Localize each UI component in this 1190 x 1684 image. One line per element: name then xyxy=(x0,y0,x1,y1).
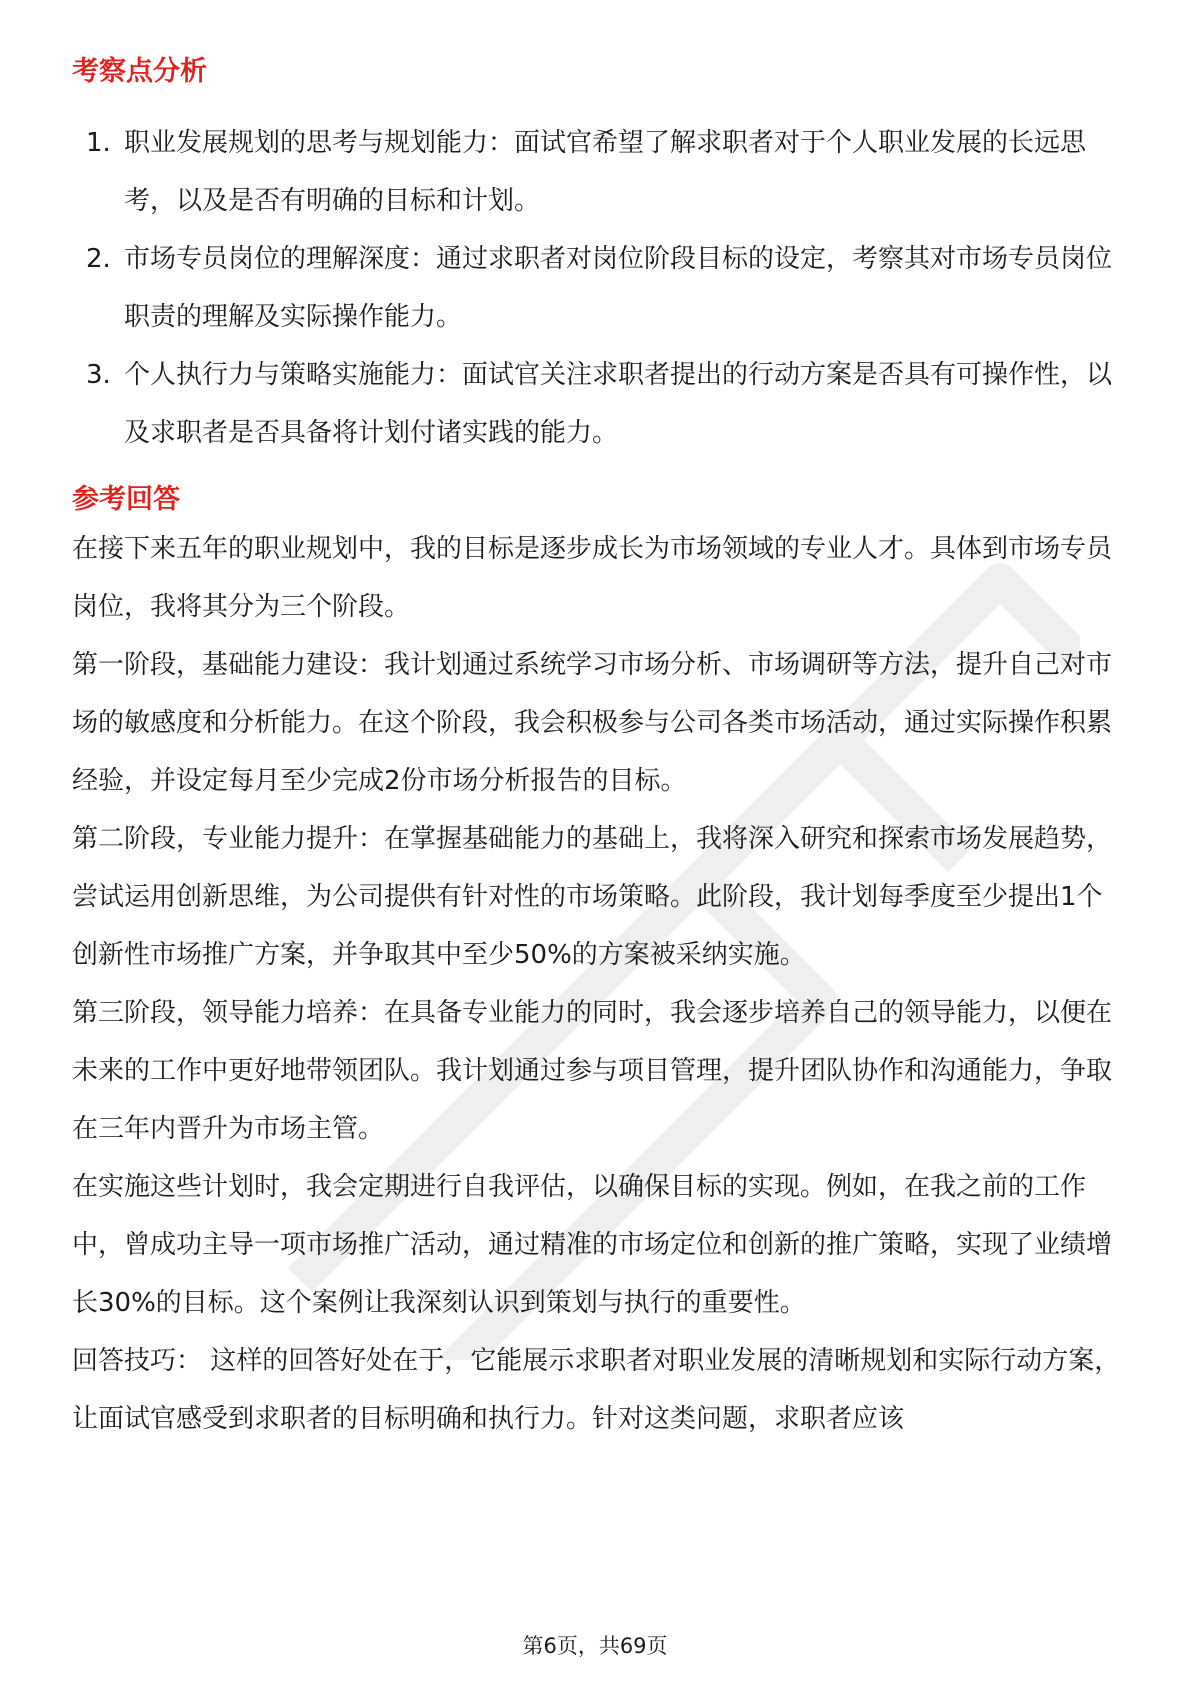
content-area xyxy=(72,48,1122,1448)
page-number-footer: 第6页，共69页 xyxy=(522,1634,668,1658)
point-number: 1. xyxy=(86,128,111,158)
analysis-heading: 考察点分析 xyxy=(72,56,207,87)
point-text: 职业发展规划的思考与规划能力：面试官希望了解求职者对于个人职业发展的长远思考，以及是否有明确的目标和计划。 xyxy=(124,128,1087,216)
answer-intro-paragraph: 在接下来五年的职业规划中，我的目标是逐步成长为市场领域的专业人才。具体到市场专员岗位，我将其分为三个阶段。 xyxy=(72,534,1113,622)
analysis-points-list xyxy=(72,114,1122,462)
stage-three-paragraph: 第三阶段，领导能力培养：在具备专业能力的同时，我会逐步培养自己的领导能力，以便在未来的工作中更好地带领团队。我计划通过参与项目管理，提升团队协作和沟通能力，争取在三年内晋升为市场主管。 xyxy=(72,998,1113,1144)
stage-one-paragraph: 第一阶段，基础能力建设：我计划通过系统学习市场分析、市场调研等方法，提升自己对市场的敏感度和分析能力。在这个阶段，我会积极参与公司各类市场活动，通过实际操作积累经验，并设定每月至少完成2份市场分析报告的目标。 xyxy=(72,650,1113,796)
analysis-point xyxy=(72,346,1122,462)
answer-heading: 参考回答 xyxy=(72,484,180,515)
implementation-paragraph: 在实施这些计划时，我会定期进行自我评估，以确保目标的实现。例如，在我之前的工作中，曾成功主导一项市场推广活动，通过精准的市场定位和创新的推广策略，实现了业绩增长30%的目标。这个案例让我深刻认识到策划与执行的重要性。 xyxy=(72,1172,1113,1318)
point-number: 2. xyxy=(86,244,111,274)
point-text: 市场专员岗位的理解深度：通过求职者对岗位阶段目标的设定，考察其对市场专员岗位职责的理解及实际操作能力。 xyxy=(124,244,1113,332)
analysis-point xyxy=(72,230,1122,346)
stage-two-paragraph: 第二阶段，专业能力提升：在掌握基础能力的基础上，我将深入研究和探索市场发展趋势，尝试运用创新思维，为公司提供有针对性的市场策略。此阶段，我计划每季度至少提出1个创新性市场推广方案，并争取其中至少50%的方案被采纳实施。 xyxy=(72,824,1113,970)
answer-tips-paragraph: 回答技巧： 这样的回答好处在于，它能展示求职者对职业发展的清晰规划和实际行动方案，让面试官感受到求职者的目标明确和执行力。针对这类问题，求职者应该 xyxy=(72,1346,1121,1434)
point-text: 个人执行力与策略实施能力：面试官关注求职者提出的行动方案是否具有可操作性，以及求职者是否具备将计划付诸实践的能力。 xyxy=(124,360,1113,448)
point-number: 3. xyxy=(86,360,111,390)
analysis-point xyxy=(72,114,1122,230)
